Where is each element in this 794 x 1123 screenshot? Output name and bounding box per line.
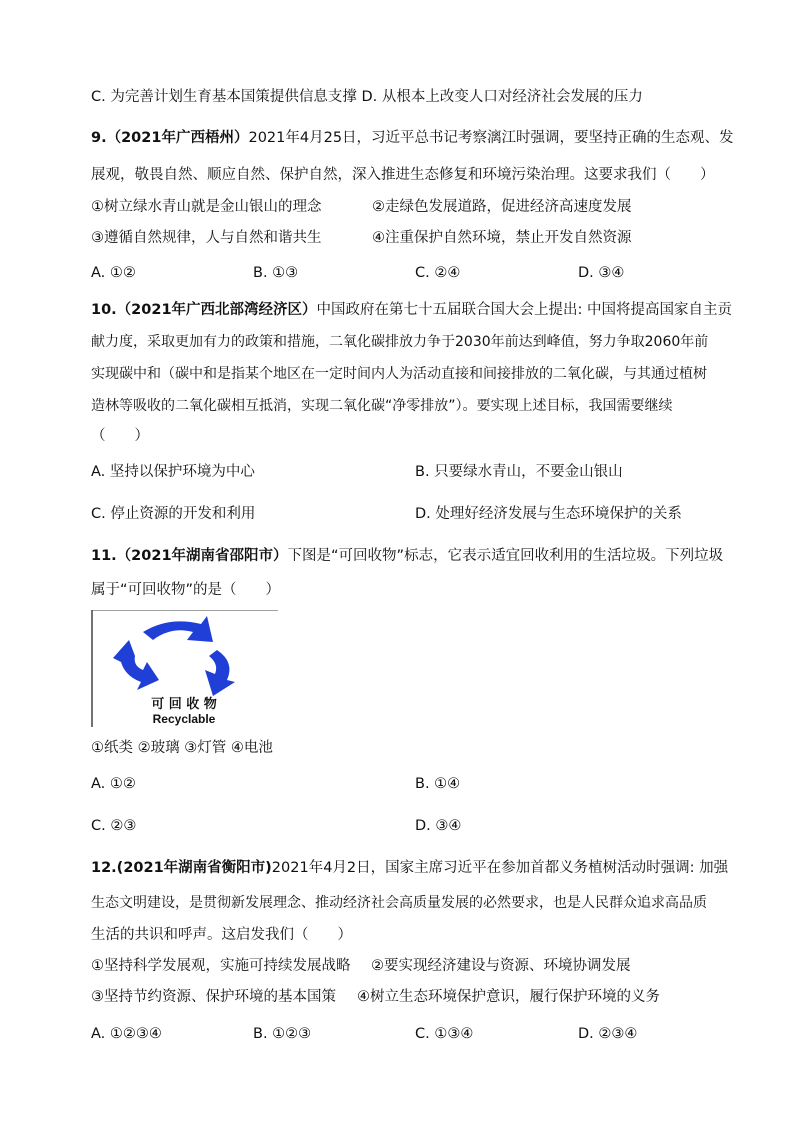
q12-stem-line-1 (91, 858, 728, 878)
q10-source: 10.（2021年广西北部湾经济区） (91, 302, 317, 318)
q9-item-3: ③遵循自然规律，人与自然和谐共生 (91, 230, 322, 246)
q10-option-c: C. 停止资源的开发和利用 (91, 506, 256, 522)
q9-source: 9.（2021年广西梧州） (91, 130, 249, 146)
q11-option-c: C. ②③ (91, 818, 137, 834)
q12-stem-line-3: 生活的共识和呼声。这启发我们（ ） (91, 927, 352, 943)
q12-text-1: 2021年4月2日，国家主席习近平在参加首都义务植树活动时强调: 加强 (271, 860, 729, 876)
q9-option-b: B. ①③ (253, 265, 299, 281)
q10-option-a: A. 坚持以保护环境为中心 (91, 464, 255, 480)
q12-option-b: B. ①②③ (253, 1026, 312, 1042)
q10-stem-line-2: 献力度，采取更加有力的政策和措施，二氧化碳排放力争于2030年前达到峰值，努力争取2060年前 (91, 334, 709, 350)
q11-source: 11.（2021年湖南省邵阳市） (91, 548, 288, 564)
q11-stem-line-1 (91, 546, 723, 566)
q12-item-3: ③坚持节约资源、保护环境的基本国策 (91, 989, 336, 1005)
q11-option-a: A. ①② (91, 776, 136, 792)
q10-stem-line-1 (91, 300, 732, 320)
q9-option-d: D. ③④ (578, 265, 625, 281)
q10-stem-line-3: 实现碳中和（碳中和是指某个地区在一定时间内人为活动直接和间接排放的二氧化碳，与其通过植树 (91, 366, 707, 382)
logo-en-label: Recyclable (152, 712, 216, 726)
q12-item-4: ④树立生态环境保护意识，履行保护环境的义务 (357, 989, 660, 1005)
q12-source: 12.(2021年湖南省衡阳市) (91, 860, 272, 876)
q9-stem-line-1 (91, 128, 734, 148)
q9-stem-line-2: 展观，敬畏自然、顺应自然、保护自然，深入推进生态修复和环境污染治理。这要求我们（ ） (91, 167, 715, 183)
q12-option-c: C. ①③④ (415, 1026, 474, 1042)
q11-option-b: B. ①④ (415, 776, 461, 792)
q9-option-a: A. ①② (91, 265, 136, 281)
q12-option-d: D. ②③④ (578, 1026, 638, 1042)
recycle-icon (91, 610, 278, 727)
q12-item-1: ①坚持科学发展观，实施可持续发展战略 (91, 958, 351, 974)
q10-stem-line-4: 造林等吸收的二氧化碳相互抵消，实现二氧化碳“净零排放”）。要实现上述目标，我国需要继续 (91, 398, 673, 414)
q12-item-2: ②要实现经济建设与资源、环境协调发展 (371, 958, 631, 974)
q9-item-4: ④注重保护自然环境，禁止开发自然资源 (372, 230, 632, 246)
q9-item-2: ②走绿色发展道路，促进经济高速度发展 (372, 199, 632, 215)
q10-option-b: B. 只要绿水青山，不要金山银山 (415, 464, 623, 480)
logo-cn-label: 可 回 收 物 (151, 697, 217, 712)
q9-text-1: 2021年4月25日，习近平总书记考察漓江时强调，要坚持正确的生态观、发 (248, 130, 734, 146)
q11-option-d: D. ③④ (415, 818, 462, 834)
q11-text-1: 下图是“可回收物”标志，它表示适宜回收利用的生活垃圾。下列垃圾 (287, 548, 724, 564)
q10-option-d: D. 处理好经济发展与生态环境保护的关系 (415, 506, 682, 522)
q10-text-1: 中国政府在第七十五届联合国大会上提出: 中国将提高国家自主贡 (316, 302, 733, 318)
recyclable-logo (91, 610, 278, 727)
q8-options-line: C. 为完善计划生育基本国策提供信息支撑 D. 从根本上改变人口对经济社会发展的压力 (91, 89, 643, 105)
q11-items: ①纸类 ②玻璃 ③灯管 ④电池 (91, 740, 273, 756)
q12-stem-line-2: 生态文明建设，是贯彻新发展理念、推动经济社会高质量发展的必然要求，也是人民群众追求高品质 (91, 895, 707, 911)
q10-stem-line-5: （ ） (91, 428, 149, 444)
q9-option-c: C. ②④ (415, 265, 461, 281)
q9-item-1: ①树立绿水青山就是金山银山的理念 (91, 199, 322, 215)
q11-stem-line-2: 属于“可回收物”的是（ ） (91, 582, 281, 598)
q12-option-a: A. ①②③④ (91, 1026, 162, 1042)
